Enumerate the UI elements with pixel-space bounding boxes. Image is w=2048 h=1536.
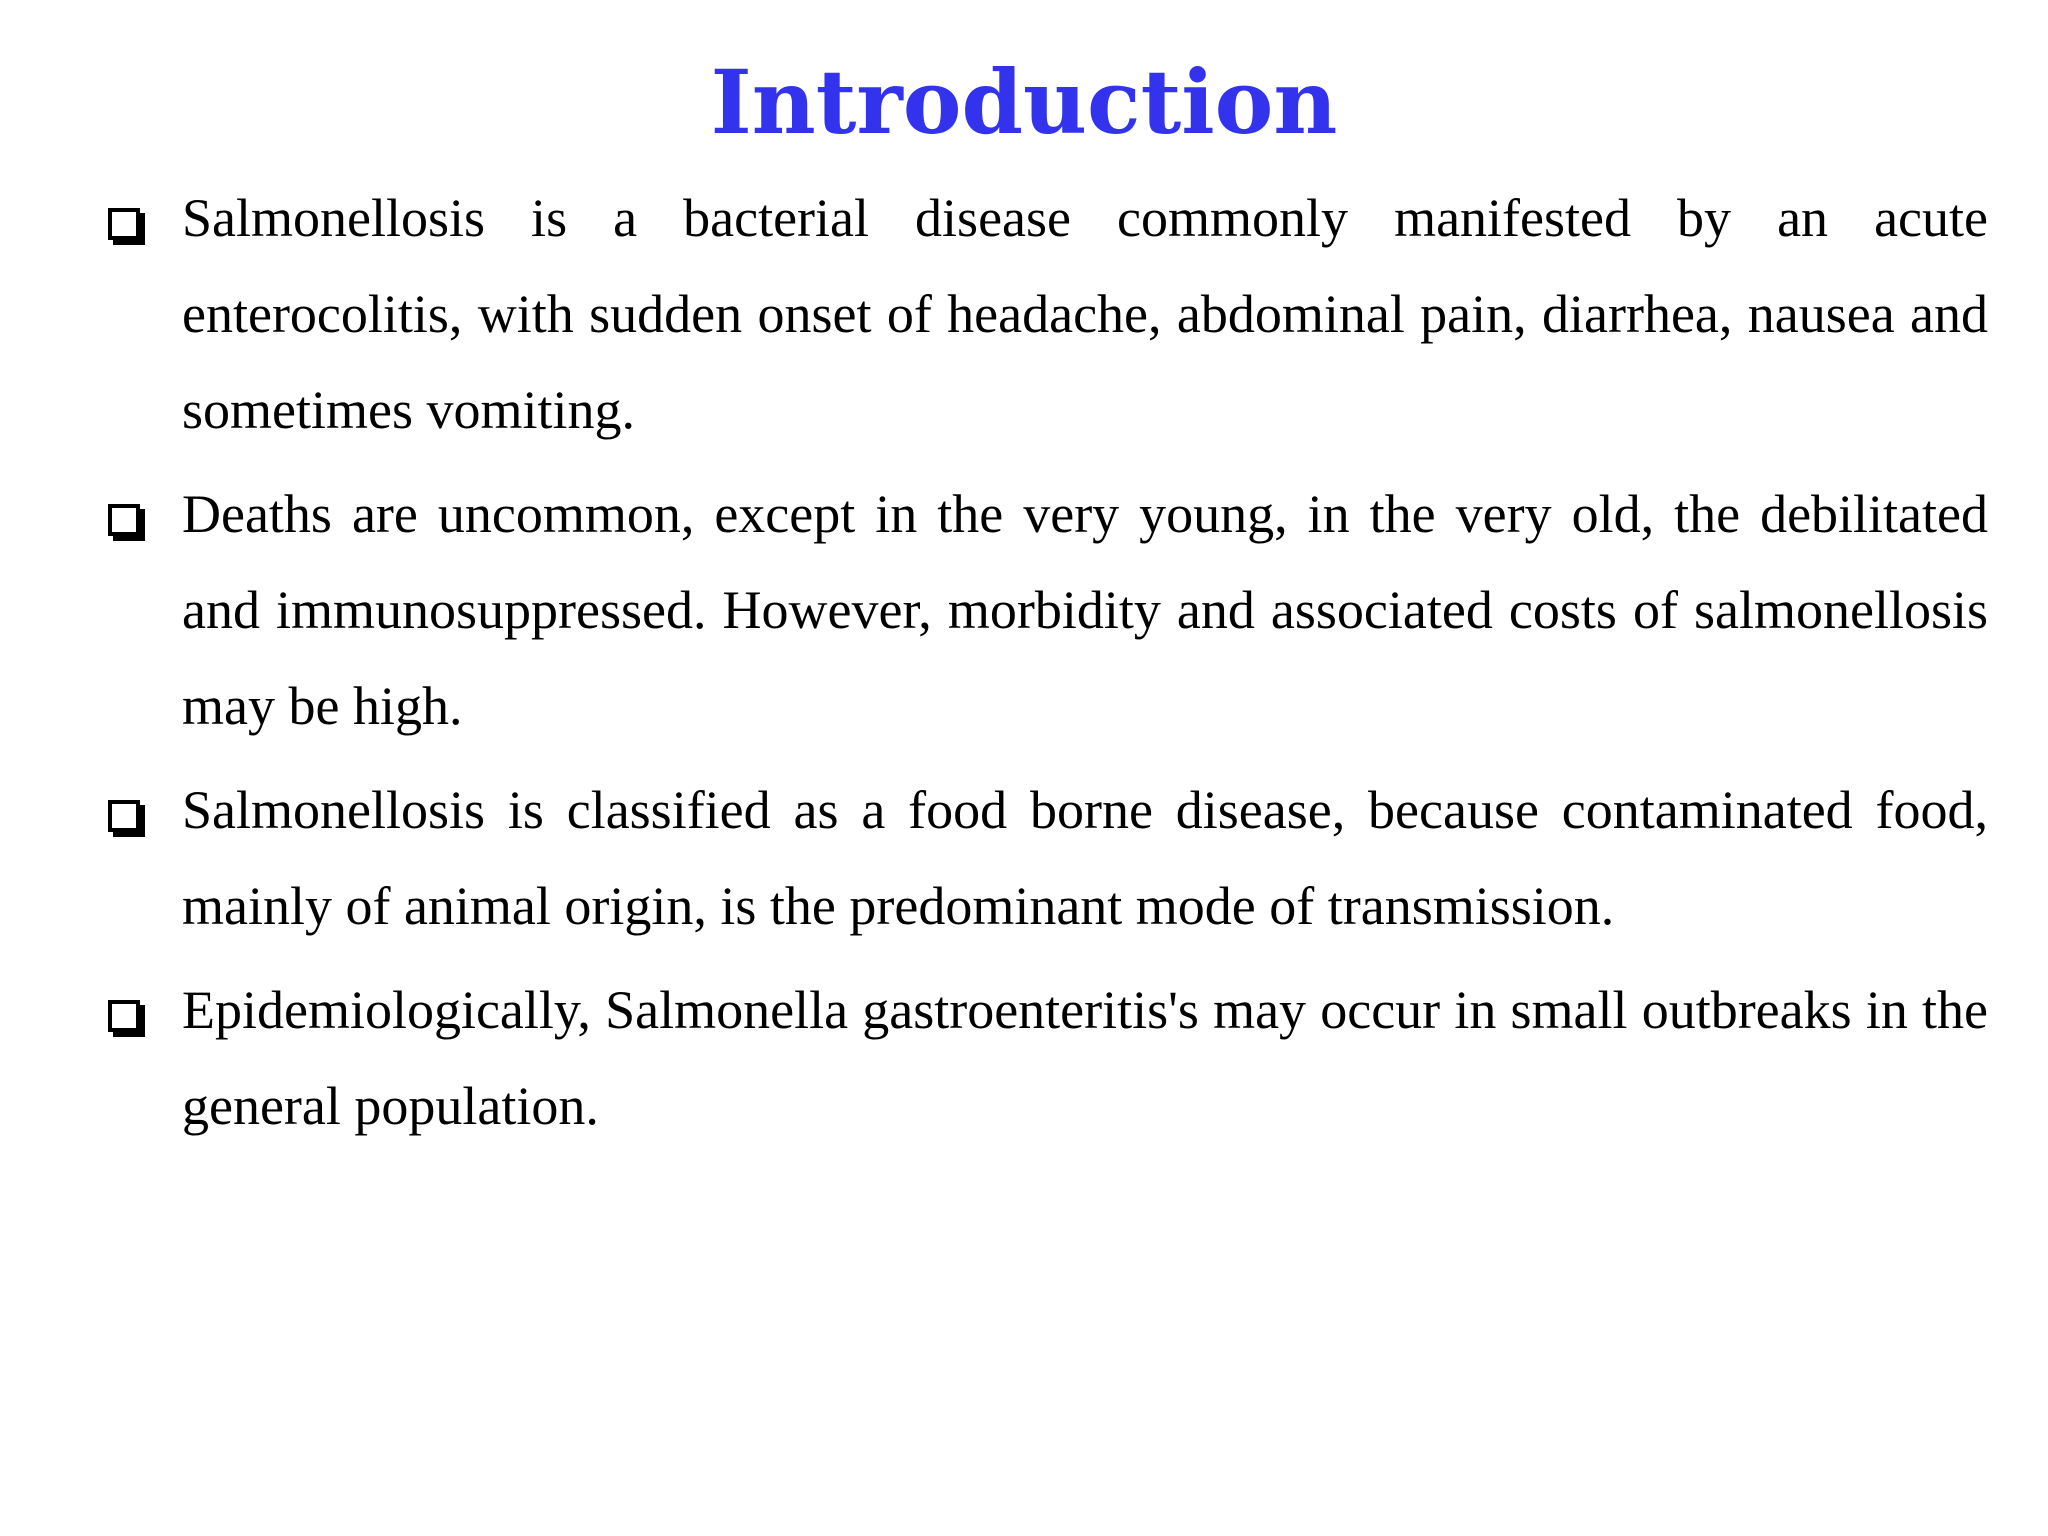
bullet-item — [108, 484, 1988, 754]
slide-title: Introduction — [710, 50, 1338, 154]
bullet-list — [108, 188, 1988, 1188]
bullet-text: Salmonellosis is a bacterial disease commonly manifested by an acute enterocolitis, with sudden onset of headache, abdominal pain, diarrhea, nausea and sometimes vomiting. — [182, 188, 1988, 440]
checkbox-square-icon — [108, 1000, 140, 1032]
checkbox-square-icon — [108, 800, 140, 832]
bullet-item — [108, 188, 1988, 458]
bullet-text: Epidemiologically, Salmonella gastroenteritis's may occur in small outbreaks in the general population. — [182, 980, 1988, 1136]
checkbox-square-icon — [108, 504, 140, 536]
checkbox-square-icon — [108, 208, 140, 240]
bullet-text: Deaths are uncommon, except in the very young, in the very old, the debilitated and immunosuppressed. However, morbidity and associated costs of salmonellosis may be high. — [182, 484, 1988, 736]
bullet-item — [108, 780, 1988, 954]
bullet-item — [108, 980, 1988, 1154]
bullet-text: Salmonellosis is classified as a food borne disease, because contaminated food, mainly of animal origin, is the predominant mode of transmission. — [182, 780, 1988, 936]
